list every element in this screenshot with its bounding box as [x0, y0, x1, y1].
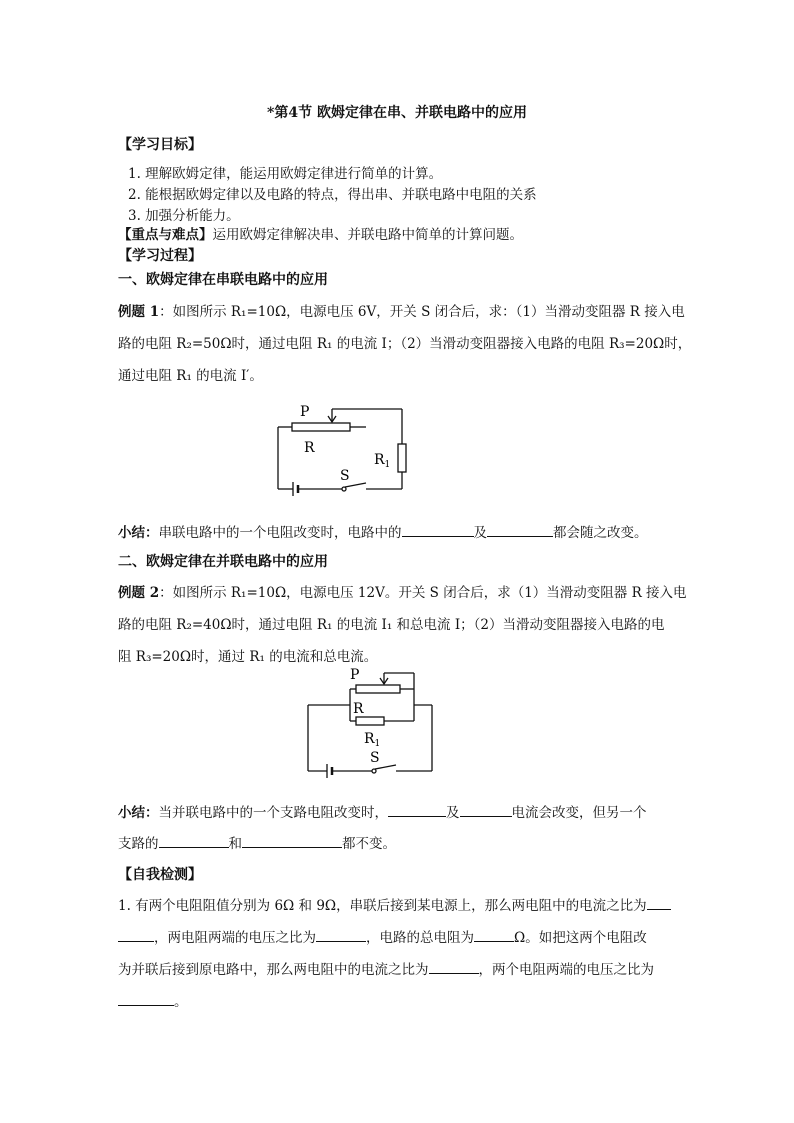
series-label-S: S	[340, 468, 350, 484]
blank-field[interactable]	[474, 927, 514, 942]
question1-text-b: ，两电阻两端的电压之比为	[154, 930, 316, 946]
goal-item-1: 1. 理解欧姆定律，能运用欧姆定律进行简单的计算。	[128, 166, 443, 182]
blank-field[interactable]	[460, 802, 512, 817]
page-title: *第4节 欧姆定律在串、并联电路中的应用	[267, 105, 527, 121]
question1-line2	[118, 926, 647, 946]
summary2-label: 小结：	[118, 805, 159, 821]
self-check-heading: 【自我检测】	[118, 867, 202, 883]
example2-line1	[118, 581, 687, 601]
summary2-text-a: 当并联电路中的一个支路电阻改变时，	[158, 805, 388, 821]
series-label-R1: $R_1$	[374, 452, 391, 470]
goal-item-3: 3. 加强分析能力。	[128, 208, 240, 224]
key-heading: 【重点与难点】	[118, 227, 213, 243]
series-circuit-diagram	[270, 398, 420, 498]
question1-text-g: 。	[174, 994, 188, 1010]
goals-heading: 【学习目标】	[118, 137, 202, 153]
summary1-text-b: 及	[473, 525, 487, 541]
example1-line2: 路的电阻 R₂=50Ω时，通过电阻 R₁ 的电流 I；（2）当滑动变阻器接入电路的电阻 R₃=20Ω时，	[118, 336, 692, 352]
summary1-text-c: 都会随之改变。	[553, 525, 648, 541]
blank-field[interactable]	[316, 927, 366, 942]
question1-text-c: ，电路的总电阻为	[366, 930, 474, 946]
example1-line1	[118, 300, 685, 320]
parallel-label-S: S	[370, 750, 380, 766]
blank-field[interactable]	[388, 802, 446, 817]
blank-field[interactable]	[118, 991, 174, 1006]
question1-text-a: 1. 有两个电阻阻值分别为 6Ω 和 9Ω，串联后接到某电源上，那么两电阻中的电流之比为	[118, 898, 647, 914]
summary2-line1	[118, 801, 647, 821]
question1-line1	[118, 894, 671, 914]
blank-field[interactable]	[402, 522, 474, 537]
goal-item-2: 2. 能根据欧姆定律以及电路的特点，得出串、并联电路中电阻的关系	[128, 187, 537, 203]
blank-field[interactable]	[647, 895, 671, 910]
series-label-P: P	[300, 404, 310, 420]
process-heading: 【学习过程】	[118, 248, 202, 264]
question1-text-d: Ω。如把这两个电阻改	[514, 930, 647, 946]
summary2-text-c: 电流会改变，但另一个	[511, 805, 647, 821]
example2-line2: 路的电阻 R₂=40Ω时，通过电阻 R₁ 的电流 I₁ 和总电流 I；（2）当滑动变阻器接入电路的电	[118, 617, 665, 633]
example2-line3: 阻 R₃=20Ω时，通过 R₁ 的电流和总电流。	[118, 649, 378, 665]
example2-text1: ：如图所示 R₁=10Ω，电源电压 12V。开关 S 闭合后，求（1）当滑动变阻器 R 接入电	[159, 585, 687, 601]
question1-text-e: 为并联后接到原电路中，那么两电阻中的电流之比为	[118, 962, 429, 978]
key-points-line	[118, 223, 523, 243]
parallel-label-R: R	[353, 701, 364, 717]
summary1-label: 小结：	[118, 525, 159, 541]
example1-line3: 通过电阻 R₁ 的电流 I′。	[118, 368, 263, 384]
series-label-R: R	[304, 440, 315, 456]
blank-field[interactable]	[242, 833, 342, 848]
key-text: 运用欧姆定律解决串、并联电路中简单的计算问题。	[212, 227, 523, 243]
blank-field[interactable]	[159, 833, 229, 848]
question1-line4	[118, 990, 188, 1010]
section1-heading: 一、欧姆定律在串联电路中的应用	[118, 272, 328, 288]
summary2-text-d: 支路的	[118, 836, 159, 852]
blank-field[interactable]	[118, 927, 154, 942]
parallel-label-P: P	[350, 667, 360, 683]
parallel-label-R1: $R_1$	[364, 731, 381, 749]
example1-text1: ：如图所示 R₁=10Ω，电源电压 6V，开关 S 闭合后，求：（1）当滑动变阻器 R 接入电	[159, 304, 685, 320]
summary2-text-f: 都不变。	[342, 836, 396, 852]
example2-label: 例题 2	[118, 585, 160, 601]
summary2-text-e: 和	[228, 836, 242, 852]
blank-field[interactable]	[429, 959, 479, 974]
parallel-circuit-diagram	[300, 665, 440, 780]
summary1-text-a: 串联电路中的一个电阻改变时，电路中的	[158, 525, 402, 541]
example1-label: 例题 1	[118, 304, 160, 320]
summary2-text-b: 及	[446, 805, 460, 821]
blank-field[interactable]	[487, 522, 553, 537]
summary2-line2	[118, 832, 396, 852]
question1-text-f: ，两个电阻两端的电压之比为	[478, 962, 654, 978]
section2-heading: 二、欧姆定律在并联电路中的应用	[118, 554, 328, 570]
question1-line3	[118, 958, 654, 978]
summary1	[118, 521, 648, 541]
